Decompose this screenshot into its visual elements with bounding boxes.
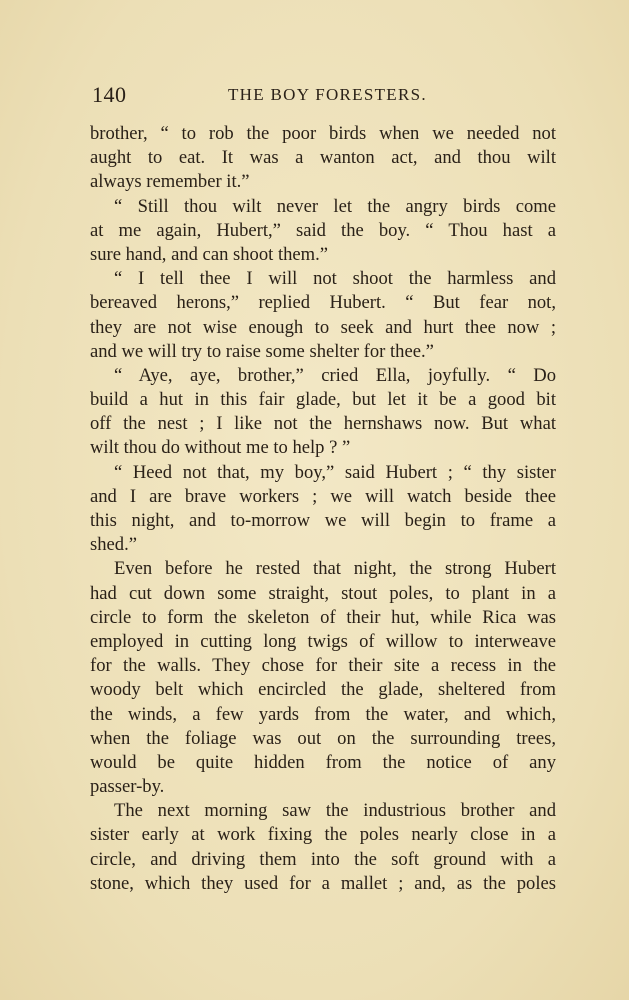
text-line: sister early at work fixing the poles nearly close in a [90, 824, 556, 846]
text-line: aught to eat. It was a wanton act, and thou wilt [90, 147, 556, 169]
text-line: and I are brave workers ; we will watch beside thee [90, 485, 556, 507]
text-line: always remember it.” [90, 171, 250, 193]
text-line: had cut down some straight, stout poles, to plant in a [90, 582, 556, 604]
text-line: The next morning saw the industrious brother and [114, 800, 556, 822]
page-number: 140 [92, 82, 127, 107]
running-title: THE BOY FORESTERS. [228, 85, 427, 104]
text-line: woody belt which encircled the glade, sheltered from [90, 679, 556, 701]
text-line: would be quite hidden from the notice of any [90, 751, 556, 773]
text-line: build a hut in this fair glade, but let it be a good bit [90, 389, 556, 411]
page-header [90, 82, 556, 110]
text-line: brother, “ to rob the poor birds when we needed not [90, 123, 556, 144]
text-line: shed.” [90, 534, 137, 556]
text-line: employed in cutting long twigs of willow to interweave [90, 630, 556, 652]
body-text [90, 122, 556, 896]
text-line: they are not wise enough to seek and hurt thee now ; [90, 316, 556, 338]
text-line: this night, and to-morrow we will begin to frame a [90, 510, 556, 531]
text-line: off the nest ; I like not the hernshaws now. But what [90, 413, 556, 435]
text-line: passer-by. [90, 776, 165, 798]
text-line: “ Heed not that, my boy,” said Hubert ; “ thy sister [114, 461, 556, 483]
text-line: for the walls. They chose for their site a recess in the [90, 655, 556, 677]
text-line: sure hand, and can shoot them.” [90, 243, 329, 265]
text-line: the winds, a few yards from the water, and which, [90, 703, 556, 725]
text-line: and we will try to raise some shelter for thee.” [90, 340, 434, 362]
text-line: at me again, Hubert,” said the boy. “ Thou hast a [90, 219, 556, 241]
text-line: circle to form the skeleton of their hut, while Rica was [90, 606, 556, 628]
text-line: Even before he rested that night, the strong Hubert [114, 558, 556, 580]
text-line: when the foliage was out on the surrounding trees, [90, 727, 556, 749]
text-line: wilt thou do without me to help ? ” [90, 437, 351, 459]
text-line: circle, and driving them into the soft ground with a [90, 848, 556, 870]
text-line: “ Aye, aye, brother,” cried Ella, joyfully. “ Do [114, 364, 556, 386]
text-line: “ I tell thee I will not shoot the harmless and [114, 268, 556, 290]
text-line: “ Still thou wilt never let the angry birds come [114, 195, 556, 217]
text-line: stone, which they used for a mallet ; and, as the poles [90, 872, 556, 894]
text-line: bereaved herons,” replied Hubert. “ But fear not, [90, 292, 556, 314]
